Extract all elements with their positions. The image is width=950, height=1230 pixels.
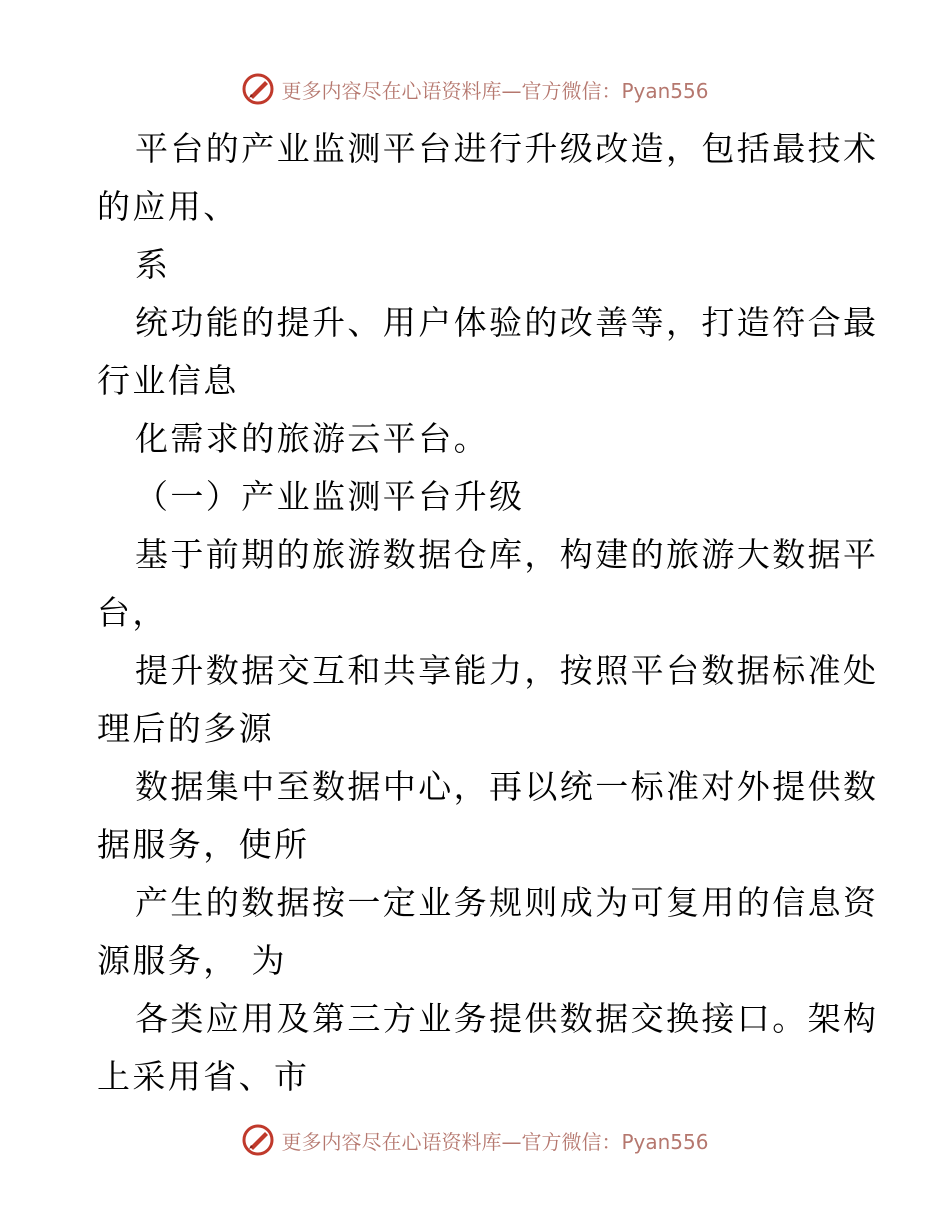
paragraph-line: 源服务， 为 <box>97 941 287 980</box>
paragraph-line: 行业信息 <box>97 361 239 400</box>
footer-text: 更多内容尽在心语资料库—官方微信：Pyan556 <box>281 1129 709 1154</box>
paragraph-line: 台， <box>97 593 168 632</box>
pen-seal-icon <box>241 72 275 106</box>
paragraph-line: 据服务，使所 <box>97 825 310 864</box>
paragraph-line: 平台的产业监测平台进行升级改造，包括最技术 <box>135 129 879 168</box>
paragraph-line: 理后的多源 <box>97 709 274 748</box>
paragraph-line: 基于前期的旅游数据仓库，构建的旅游大数据平 <box>135 535 879 574</box>
paragraph-line: 提升数据交互和共享能力，按照平台数据标准处 <box>135 651 879 690</box>
paragraph-line: 的应用、 <box>97 187 239 226</box>
paragraph-line: 产生的数据按一定业务规则成为可复用的信息资 <box>135 883 879 922</box>
pen-seal-icon <box>241 1123 275 1157</box>
paragraph-line: 化需求的旅游云平台。 <box>135 419 489 458</box>
header-text: 更多内容尽在心语资料库—官方微信：Pyan556 <box>281 78 709 103</box>
section-heading: （一）产业监测平台升级 <box>135 477 525 516</box>
document-body <box>97 120 879 1106</box>
paragraph-line: 各类应用及第三方业务提供数据交换接口。架构 <box>135 999 879 1038</box>
paragraph-line: 系 <box>135 245 171 284</box>
paragraph-line: 上采用省、市 <box>97 1057 310 1096</box>
paragraph-line: 数据集中至数据中心，再以统一标准对外提供数 <box>135 767 879 806</box>
paragraph-line: 统功能的提升、用户体验的改善等，打造符合最 <box>135 303 879 342</box>
header-banner <box>0 71 950 107</box>
footer-banner <box>0 1122 950 1158</box>
